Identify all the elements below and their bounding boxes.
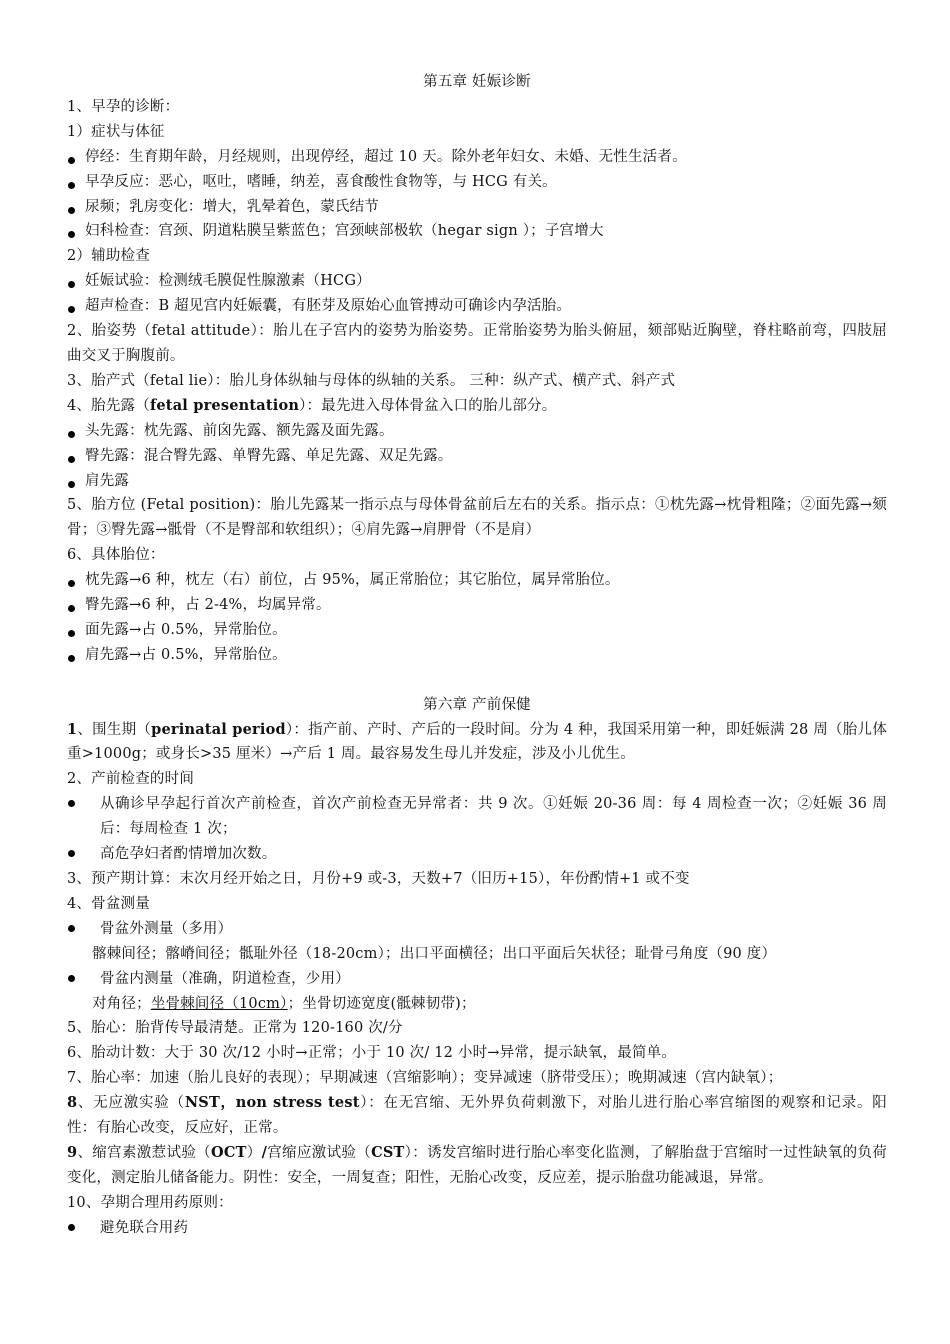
section-pelvic-measurement: 4、骨盆测量	[67, 895, 150, 912]
section-fetal-attitude: 2、胎姿势（fetal attitude）：胎儿在子宫内的姿势为胎姿势。正常胎姿势为胎头俯屈，颏部贴近胸壁，脊柱略前弯，四肢屈曲交叉于胸腹前。	[67, 323, 887, 364]
section-perinatal-period: 1、围生期（perinatal period）：指产前、产时、产后的一段时间。分为 4 种，我国采用第一种，即妊娠满 28 周（胎儿体重>1000g；或身长>35 厘米）→产后 1 周。最容易发生母儿并发症，涉及小儿优生。	[67, 720, 888, 763]
section-fetal-heart: 5、胎心：胎背传导最清楚。正常为 120-160 次/分	[67, 1020, 403, 1037]
bullet-avoid-combination: 避免联合用药	[67, 1216, 887, 1241]
section-fetal-position: 5、胎方位 (Fetal position)：胎儿先露某一指示点与母体骨盆前后左右的关系。指示点：①枕先露→枕骨粗隆；②面先露→颏骨；③臀先露→骶骨（不是臀部和软组织）；④肩先露→肩胛骨（不是肩）	[67, 497, 887, 539]
bullet-high-risk: 高危孕妇者酌情增加次数。	[67, 842, 887, 867]
section-nst: 8、无应激实验（NST，non stress test）：在无宫缩、无外界负荷刺激下，对胎儿进行胎心率宫缩图的观察和记录。阳性：有胎心改变，反应好，正常。	[67, 1094, 888, 1137]
chapter-5-title: 第五章 妊娠诊断	[423, 74, 531, 90]
section-fetal-presentation: 4、胎先露（fetal presentation）：最先进入母体骨盆入口的胎儿部分。	[67, 396, 557, 414]
bullet-ultrasound: 超声检查：B 超见宫内妊娠囊，有胚芽及原始心血管搏动可确诊内孕活胎。	[67, 294, 887, 319]
bullet-morning-sickness: 早孕反应：恶心，呕吐，嗜睡，纳差，喜食酸性食物等，与 HCG 有关。	[67, 170, 887, 195]
bullet-occiput: 枕先露→6 种，枕左（右）前位，占 95%，属正常胎位；其它胎位，属异常胎位。	[67, 568, 887, 593]
bullet-breech: 臀先露→6 种，占 2-4%，均属异常。	[67, 593, 887, 618]
section-1-heading: 1、早孕的诊断：	[67, 98, 180, 115]
section-prenatal-exam-time: 2、产前检查的时间	[67, 771, 195, 788]
chapter-6-title: 第六章 产前保健	[423, 696, 531, 713]
bullet-internal-pelvimetry: 骨盆内测量（准确，阴道检查，少用）	[67, 967, 887, 992]
bullet-external-pelvimetry: 骨盆外测量（多用）	[67, 917, 887, 942]
bullet-shoulder-presentation: 肩先露	[67, 469, 887, 494]
section-specific-positions: 6、具体胎位：	[67, 547, 165, 564]
bullet-face: 面先露→占 0.5%，异常胎位。	[67, 618, 887, 643]
section-fetal-heart-rate: 7、胎心率：加速（胎儿良好的表现）；早期减速（宫缩影响）；变异减速（脐带受压）；晚期减速（宫内缺氧）；	[67, 1070, 783, 1087]
section-oct-cst: 9、缩宫素激惹试验（OCT）/宫缩应激试验（CST）：诱发宫缩时进行胎心率变化监测，了解胎盘于宫缩时一过性缺氧的负荷变化，测定胎儿储备能力。阴性：安全，一周复查；阳性，无胎心改变，反应差，提示胎盘功能减退，异常。	[67, 1143, 887, 1186]
section-fetal-movement: 6、胎动计数：大于 30 次/12 小时→正常；小于 10 次/ 12 小时→异常，提示缺氧，最简单。	[67, 1045, 677, 1062]
subsection-symptoms: 1）症状与体征	[67, 123, 165, 140]
subsection-auxiliary-exam: 2）辅助检查	[67, 248, 150, 265]
internal-pelvimetry-detail: 对角径；坐骨棘间径（10cm）；坐骨切迹宽度(骶棘韧带)；	[92, 995, 476, 1012]
bullet-gyn-exam: 妇科检查：宫颈、阴道粘膜呈紫蓝色；宫颈峡部极软（hegar sign ）；子宫增大	[67, 219, 887, 244]
bullet-head-presentation: 头先露：枕先露、前囟先露、额先露及面先露。	[67, 419, 887, 444]
section-fetal-lie: 3、胎产式（fetal lie）：胎儿身体纵轴与母体的纵轴的关系。 三种：纵产式、横产式、斜产式	[67, 372, 676, 389]
external-pelvimetry-detail: 髂棘间径；髂嵴间径；骶耻外径（18-20cm）；出口平面横径；出口平面后矢状径；耻骨弓角度（90 度）	[92, 945, 777, 962]
bullet-amenorrhea: 停经：生育期年龄，月经规则，出现停经，超过 10 天。除外老年妇女、未婚、无性生活者。	[67, 145, 887, 170]
section-medication-principles: 10、孕期合理用药原则：	[67, 1194, 233, 1211]
bullet-first-exam: 从确诊早孕起行首次产前检查，首次产前检查无异常者：共 9 次。①妊娠 20-36 周：每 4 周检查一次；②妊娠 36 周后：每周检查 1 次；	[67, 792, 887, 842]
bullet-pregnancy-test: 妊娠试验：检测绒毛膜促性腺激素（HCG）	[67, 269, 887, 294]
document-page	[67, 70, 887, 1241]
bullet-breech-presentation: 臀先露：混合臀先露、单臀先露、单足先露、双足先露。	[67, 444, 887, 469]
bullet-shoulder: 肩先露→占 0.5%，异常胎位。	[67, 643, 887, 668]
bullet-breast-changes: 尿频；乳房变化：增大，乳晕着色，蒙氏结节	[67, 195, 887, 220]
section-due-date: 3、预产期计算：末次月经开始之日，月份+9 或-3，天数+7（旧历+15），年份酌情+1 或不变	[67, 870, 690, 887]
